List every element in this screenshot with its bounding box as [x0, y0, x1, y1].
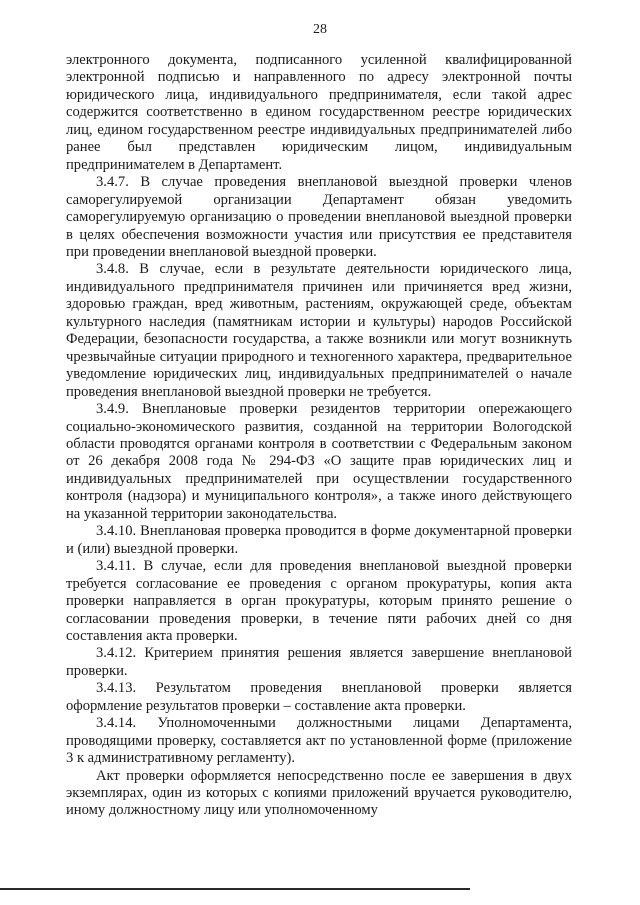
paragraph-3-4-13: 3.4.13. Результатом проведения внеплановой проверки является оформление результатов проверки – составление акта проверки.: [66, 680, 572, 714]
paragraph-3-4-11: 3.4.11. В случае, если для проведения внеплановой выездной проверки требуется согласование ее проведения с органом прокуратуры, копия акта проверки направляется в орган прокуратуры, которым принято решение о согласовании проведения проверки, в течение пяти рабочих дней со дня составления акта проверки.: [66, 558, 572, 644]
paragraph-3-4-9: 3.4.9. Внеплановые проверки резидентов территории опережающего социально-экономического развития, созданной на территории Вологодской области проводятся органами контроля в соответствии с Федеральным законом от 26 декабря 2008 года № 294-ФЗ «О защите прав юридических лиц и индивидуальных предпринимателей при осуществлении государственного контроля (надзора) и муниципального контроля», а также иного действующего на указанной территории законодательства.: [66, 401, 572, 522]
paragraph-3-4-10: 3.4.10. Внеплановая проверка проводится в форме документарной проверки и (или) выездной проверки.: [66, 523, 572, 557]
paragraph-3-4-12: 3.4.12. Критерием принятия решения является завершение внеплановой проверки.: [66, 645, 572, 679]
paragraph-3-4-14: 3.4.14. Уполномоченными должностными лицами Департамента, проводящими проверку, составляется акт по установленной форме (приложение 3 к административному регламенту).: [66, 715, 572, 767]
page-number: 28: [313, 22, 327, 37]
document-body: [66, 52, 572, 820]
footer-divider: [0, 888, 470, 890]
paragraph-3-4-8: 3.4.8. В случае, если в результате деятельности юридического лица, индивидуального предпринимателя причинен или причиняется вред жизни, здоровью граждан, вред животным, растениям, окружающей среде, объектам культурного наследия (памятникам истории и культуры) народов Российской Федерации, безопасности государства, а также возникли или могут возникнуть чрезвычайные ситуации природного и техногенного характера, предварительное уведомление юридических лиц, индивидуальных предпринимателей о начале проведения внеплановой выездной проверки не требуется.: [66, 261, 572, 400]
paragraph-3-4-7: 3.4.7. В случае проведения внеплановой выездной проверки членов саморегулируемой организации Департамент обязан уведомить саморегулируемую организацию о проведении внеплановой выездной проверки в целях обеспечения возможности участия или присутствия ее представителя при проведении внеплановой выездной проверки.: [66, 174, 572, 260]
paragraph-act-form: Акт проверки оформляется непосредственно после ее завершения в двух экземплярах, один из которых с копиями приложений вручается руководителю, иному должностному лицу или уполномоченному: [66, 767, 572, 819]
paragraph-continuation: электронного документа, подписанного усиленной квалифицированной электронной подписью и направленного по адресу электронной почты юридического лица, индивидуального предпринимателя, если такой адрес содержится соответственно в едином государственном реестре юридических лиц, едином государственном реестре индивидуальных предпринимателей либо ранее был представлен юридическим лицом, индивидуальным предпринимателем в Департамент.: [66, 52, 572, 173]
